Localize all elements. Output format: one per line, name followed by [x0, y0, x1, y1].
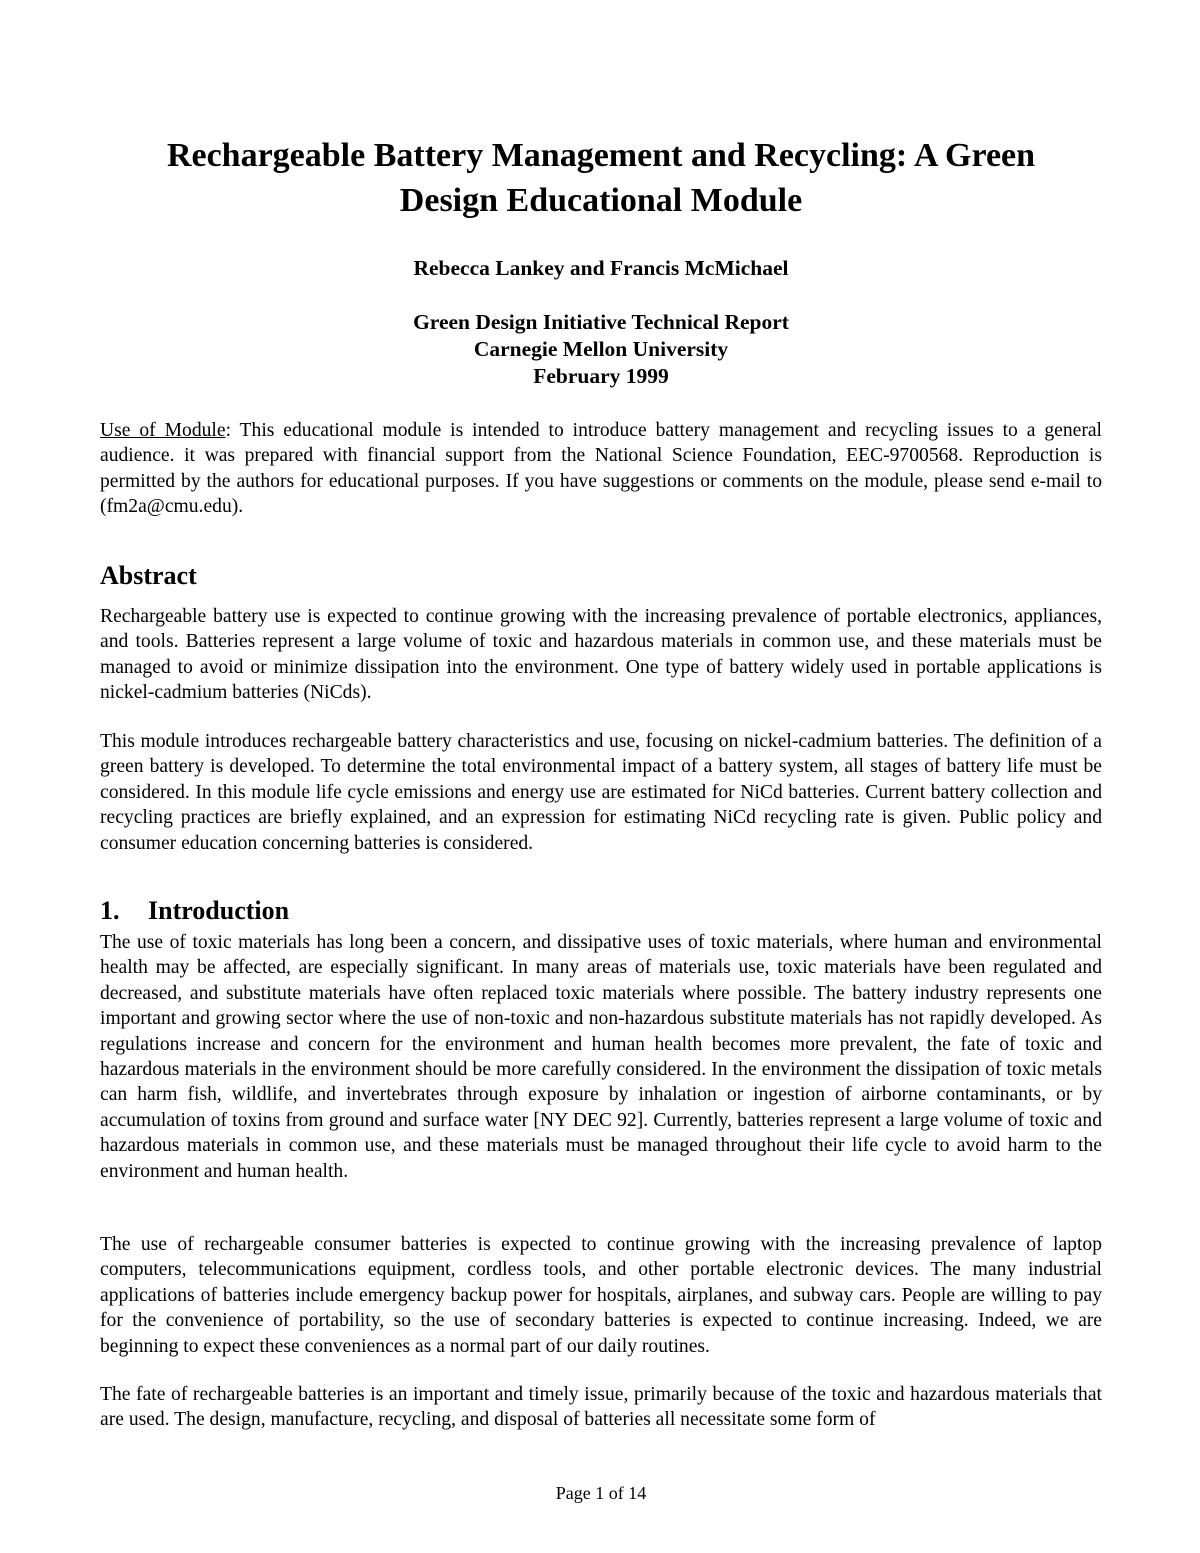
use-of-module-label: Use of Module: [100, 420, 226, 441]
report-date: February 1999: [533, 364, 669, 388]
use-of-module-text: : This educational module is intended to introduce battery management and recycling issues to a general audience. it was prepared with financial support from the National Science Foundation, EEC-9700568. Reproduction is permitted by the authors for educational purposes. If you have suggestions or comments on the module, please send e-mail to (fm2a@cmu.edu).: [100, 420, 1102, 518]
abstract-paragraph-1: Rechargeable battery use is expected to continue growing with the increasing prevalence of portable electronics, appliances, and tools. Batteries represent a large volume of toxic and hazardous materials in common use, and these materials must be managed to avoid or minimize dissipation into the environment. One type of battery widely used in portable applications is nickel-cadmium batteries (NiCds).: [100, 606, 1102, 704]
section-title: Introduction: [148, 896, 290, 925]
abstract-heading: Abstract: [100, 561, 197, 590]
report-series: Green Design Initiative Technical Report: [413, 310, 789, 334]
page-number: Page 1 of 14: [555, 1483, 647, 1503]
introduction-heading: [100, 895, 289, 927]
title-line-2: Design Educational Module: [399, 182, 803, 219]
report-institution: Carnegie Mellon University: [473, 337, 729, 361]
paper-title: [100, 133, 1102, 223]
use-of-module-paragraph: [100, 418, 1102, 520]
author-list: Rebecca Lankey and Francis McMichael: [413, 256, 789, 280]
title-line-1: Rechargeable Battery Management and Recycling: A Green: [166, 137, 1036, 174]
introduction-paragraph-1: The use of toxic materials has long been a concern, and dissipative uses of toxic materials, where human and environmental health may be affected, are especially significant. In many areas of materials use, toxic materials have been regulated and decreased, and substitute materials have often replaced toxic materials where possible. The battery industry represents one important and growing sector where the use of non-toxic and non-hazardous substitute materials has not rapidly developed. As regulations increase and concern for the environment and human health becomes more prevalent, the fate of toxic and hazardous materials in the environment should be more carefully considered. In the environment the dissipation of toxic metals can harm fish, wildlife, and invertebrates through exposure by inhalation or ingestion of airborne contaminants, or by accumulation of toxins from ground and surface water [NY DEC 92]. Currently, batteries represent a large volume of toxic and hazardous materials in common use, and these materials must be managed throughout their life cycle to avoid harm to the environment and human health.: [100, 932, 1102, 1182]
abstract-paragraph-2: This module introduces rechargeable battery characteristics and use, focusing on nickel-cadmium batteries. The definition of a green battery is developed. To determine the total environmental impact of a battery system, all stages of battery life must be considered. In this module life cycle emissions and energy use are estimated for NiCd batteries. Current battery collection and recycling practices are briefly explained, and an expression for estimating NiCd recycling rate is given. Public policy and consumer education concerning batteries is considered.: [100, 731, 1102, 854]
introduction-paragraph-2: The use of rechargeable consumer batteries is expected to continue growing with the increasing prevalence of laptop computers, telecommunications equipment, cordless tools, and other portable electronic devices. The many industrial applications of batteries include emergency backup power for hospitals, airplanes, and subway cars. People are willing to pay for the convenience of portability, so the use of secondary batteries is expected to continue increasing. Indeed, we are beginning to expect these conveniences as a normal part of our daily routines.: [100, 1234, 1102, 1357]
report-info: [100, 309, 1102, 390]
section-number: 1.: [100, 896, 120, 925]
introduction-paragraph-3: The fate of rechargeable batteries is an important and timely issue, primarily because of the toxic and hazardous materials that are used. The design, manufacture, recycling, and disposal of batteries all necessitate some form of: [100, 1384, 1102, 1431]
